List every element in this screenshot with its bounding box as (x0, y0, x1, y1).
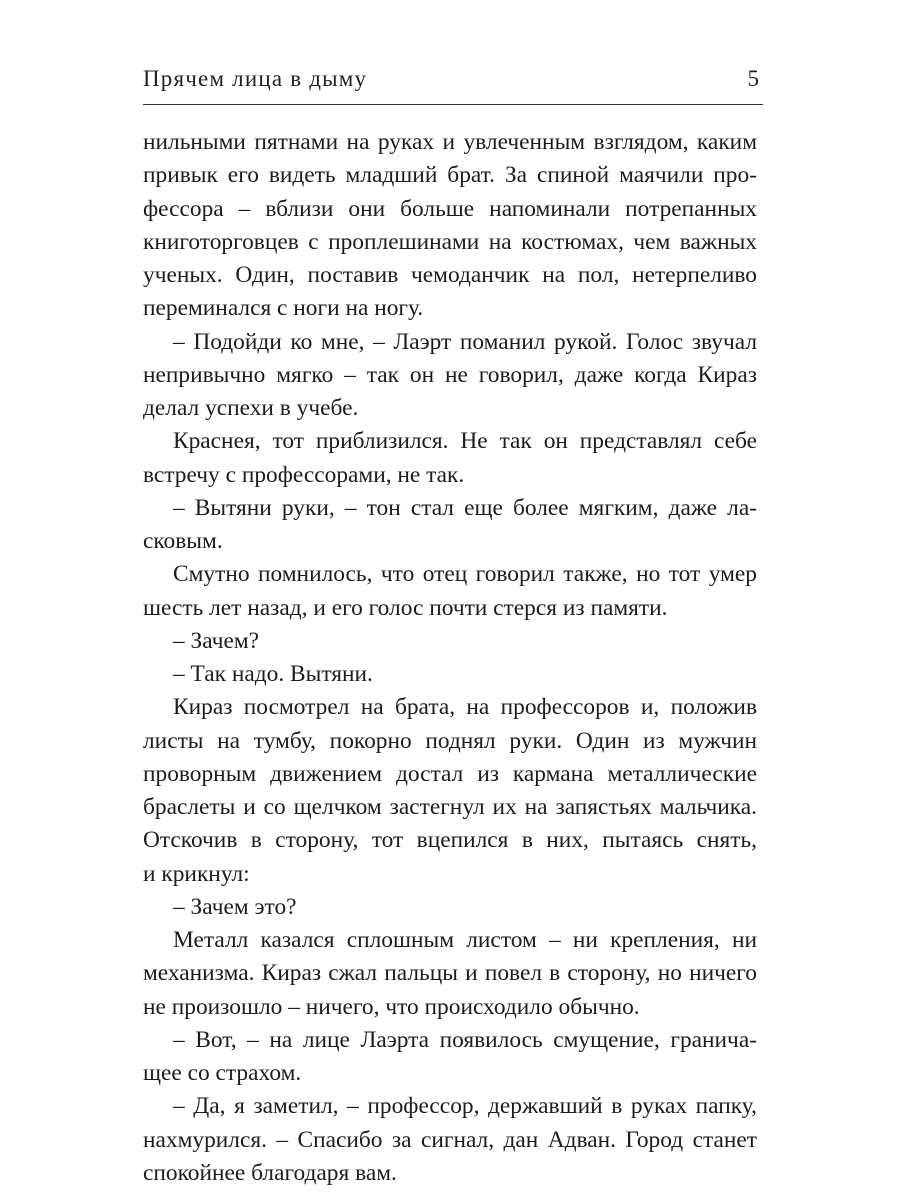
text-line: механизма. Кираз сжал пальцы и повел в сторону, но ничего (143, 960, 757, 987)
text-line: Металл казался сплошным листом – ни крепления, ни (173, 927, 757, 953)
text-line: переминался с ноги на ногу. (143, 295, 424, 322)
text-line: встречу с профессорами, не так. (143, 461, 465, 488)
text-line: Кираз посмотрел на брата, на профессоров и, положив (173, 694, 757, 721)
text-line: проворным движением достал из кармана металлические (143, 760, 757, 787)
page-number: 5 (747, 66, 759, 91)
text-line: – Да, я заметил, – профессор, державший в руках папку, (173, 1093, 757, 1120)
running-title: Прячем лица в дыму (143, 66, 368, 91)
text-line: Краснея, тот приблизился. Не так он представлял себе (173, 428, 757, 455)
text-line: не произошло – ничего, что происходило обычно. (143, 993, 640, 1020)
text-line: делал успехи в учебе. (143, 395, 359, 421)
text-line: спокойнее благодаря вам. (143, 1159, 397, 1186)
text-line: – Зачем это? (173, 893, 297, 920)
text-line: – Вот, – на лице Лаэрта появилось смущение, гранича- (173, 1026, 757, 1053)
text-line: – Зачем? (173, 627, 260, 654)
running-header (143, 66, 763, 102)
text-line: нильными пятнами на руках и увлеченным взглядом, каким (143, 129, 757, 155)
text-line: листы на тумбу, покорно поднял руки. Один из мужчин (143, 727, 757, 754)
text-line: щее со страхом. (143, 1060, 302, 1086)
text-line: ученых. Один, поставив чемоданчик на пол, нетерпеливо (143, 262, 757, 288)
text-line: Отскочив в сторону, тот вцепился в них, пытаясь снять, (143, 827, 757, 854)
header-rule (143, 104, 763, 105)
text-line: и крикнул: (143, 860, 250, 887)
text-line: – Подойди ко мне, – Лаэрт поманил рукой. Голос звучал (173, 328, 757, 355)
text-line: фессора – вблизи они больше напоминали потрепанных (143, 195, 757, 222)
text-line: – Так надо. Вытяни. (173, 661, 373, 687)
text-line: привык его видеть младший брат. За спиной маячили про- (143, 162, 757, 189)
text-line: браслеты и со щелчком застегнул их на запястьях мальчика. (143, 794, 757, 820)
text-line: шесть лет назад, и его голос почти стерся из памяти. (143, 594, 668, 621)
text-line: Смутно помнилось, что отец говорил также, но тот умер (173, 561, 757, 588)
text-line: – Вытяни руки, – тон стал еще более мягким, даже ла- (173, 494, 757, 521)
text-line: книготорговцев с проплешинами на костюмах, чем важных (143, 228, 757, 255)
text-line: непривычно мягко – так он не говорил, даже когда Кираз (143, 361, 757, 388)
text-line: сковым. (143, 528, 223, 554)
body-text (143, 126, 757, 1190)
text-line: нахмурился. – Спасибо за сигнал, дан Адван. Город станет (143, 1126, 757, 1153)
